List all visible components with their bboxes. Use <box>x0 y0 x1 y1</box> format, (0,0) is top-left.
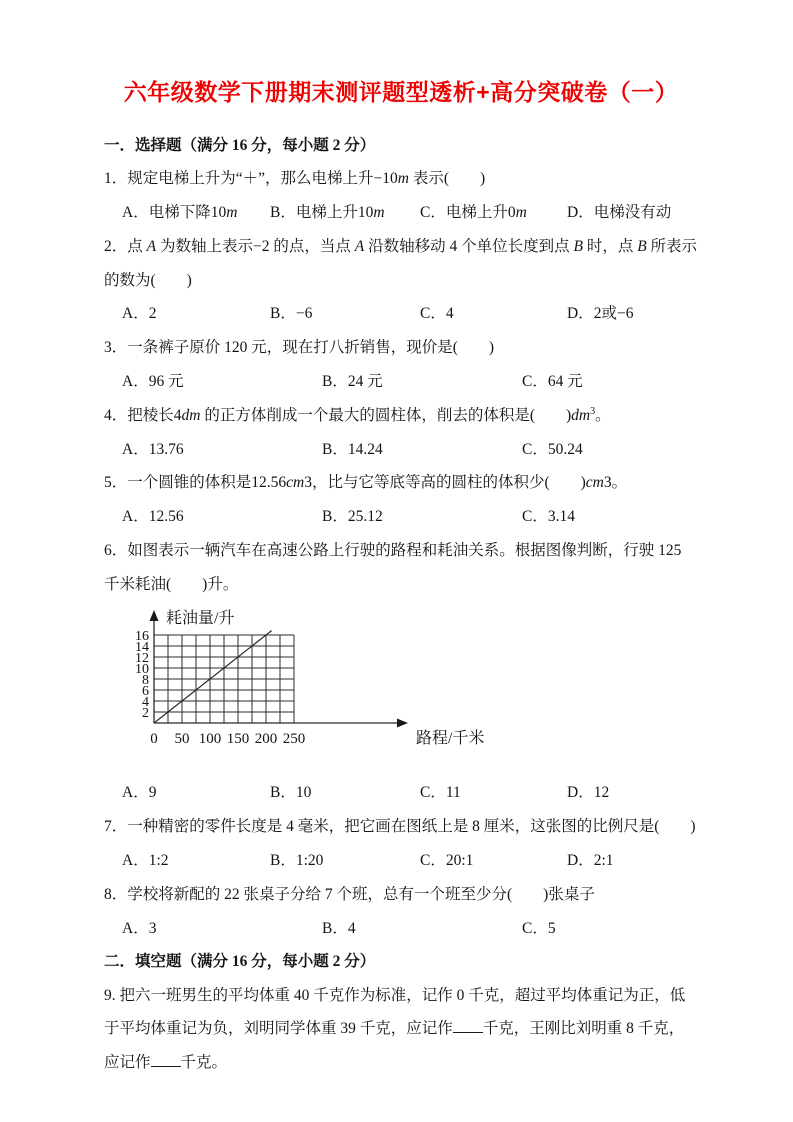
question-2-option-B: B．−6 <box>270 305 313 323</box>
x-tick-label: 50 <box>174 731 190 748</box>
document-body <box>104 129 698 1080</box>
question-1-option-C: C．电梯上升0m <box>420 204 527 222</box>
option-label: D． <box>567 852 594 870</box>
options-row <box>122 365 698 399</box>
option-label: D． <box>567 204 594 222</box>
question-6 <box>104 534 698 810</box>
x-tick-label: 100 <box>198 731 222 748</box>
question-1-option-B: B．电梯上升10m <box>270 204 385 222</box>
y-tick-label: 6 <box>142 684 149 700</box>
question-text: 2．点 A 为数轴上表示−2 的点，当点 A 沿数轴移动 4 个单位长度到点 B 时，点 B 所表示的数为( ) <box>104 237 698 289</box>
question-7 <box>104 810 698 878</box>
page-title: 六年级数学下册期末测评题型透析+高分突破卷（一） <box>123 79 679 105</box>
option-label: C． <box>420 204 446 222</box>
option-label: C． <box>420 784 446 802</box>
option-label: A． <box>122 852 149 870</box>
question-text: 9. 把六一班男生的平均体重 40 千克作为标准，记作 0 千克，超过平均体重记为正，低于平均体重记为负，刘明同学体重 39 千克，应记作 千克，王刚比刘明重 8 千克，应记作 千克。 <box>104 986 686 1072</box>
y-tick-label: 12 <box>135 651 149 667</box>
x-tick-label: 150 <box>226 731 250 748</box>
section-heading-section-1: 一．选择题（满分 16 分，每小题 2 分） <box>104 137 376 154</box>
question-9 <box>104 979 698 1080</box>
question-7-option-D: D．2:1 <box>567 852 614 870</box>
option-label: B． <box>270 204 296 222</box>
question-7-option-B: B．1:20 <box>270 852 324 870</box>
question-1-option-D: D．电梯没有动 <box>567 204 672 222</box>
option-label: B． <box>270 305 296 323</box>
question-2-option-D: D．2或−6 <box>567 305 634 323</box>
option-label: D． <box>567 784 594 802</box>
y-tick-label: 14 <box>135 640 149 656</box>
option-label: C． <box>522 440 548 458</box>
question-3-option-A: A．96 元 <box>122 373 184 390</box>
question-2 <box>104 230 698 331</box>
question-text: 4．把棱长4dm 的正方体削成一个最大的圆柱体，削去的体积是( )$dm^3$。 <box>104 405 611 424</box>
option-label: A． <box>122 440 149 458</box>
option-label: A． <box>122 204 149 222</box>
question-5 <box>104 466 698 534</box>
question-text: 1．规定电梯上升为“＋”，那么电梯上升−10m 表示( ) <box>104 170 486 188</box>
option-label: A． <box>122 784 149 802</box>
option-label: B． <box>322 919 348 937</box>
question-8-option-A: A．3 <box>122 919 157 937</box>
option-label: B． <box>270 784 296 802</box>
question-3-option-C: C．64 元 <box>522 373 583 390</box>
options-row <box>122 196 698 230</box>
question-4-option-C: C．50.24 <box>522 440 583 458</box>
fuel-distance-chart <box>112 607 698 774</box>
option-label: B． <box>322 440 348 458</box>
y-axis-arrow <box>150 610 159 621</box>
question-6-option-B: B．10 <box>270 784 312 802</box>
question-7-option-C: C．20:1 <box>420 852 474 870</box>
x-tick-label: 200 <box>254 731 278 748</box>
option-label: C． <box>522 919 548 937</box>
question-6-option-A: A．9 <box>122 784 157 802</box>
question-text: 5．一个圆锥的体积是12.56cm3，比与它等底等高的圆柱的体积少( )cm3。 <box>104 474 628 492</box>
question-6-option-C: C．11 <box>420 784 461 802</box>
options-row <box>122 844 698 878</box>
question-5-option-B: B．25.12 <box>322 508 383 526</box>
question-5-option-A: A．12.56 <box>122 508 184 526</box>
question-3 <box>104 331 698 399</box>
question-5-option-C: C．3.14 <box>522 508 575 526</box>
options-row <box>122 297 698 331</box>
options-row <box>122 500 698 534</box>
question-2-option-C: C．4 <box>420 305 454 323</box>
fill-in-blank <box>151 1051 181 1067</box>
option-label: C． <box>522 508 548 526</box>
question-2-option-A: A．2 <box>122 305 157 323</box>
question-8-option-C: C．5 <box>522 919 556 937</box>
series-line-耗油量 <box>154 631 272 723</box>
x-axis-title: 路程/千米 <box>416 730 485 748</box>
options-row <box>122 776 698 810</box>
question-text: 3．一条裤子原价 120 元，现在打八折销售，现价是( ) <box>104 339 495 357</box>
option-label: A． <box>122 373 149 390</box>
question-text: 6．如图表示一辆汽车在高速公路上行驶的路程和耗油关系。根据图像判断，行驶 125 千米耗油( )升。 <box>104 541 682 593</box>
question-8 <box>104 878 698 946</box>
y-axis-title: 耗油量/升 <box>166 610 235 628</box>
question-6-option-D: D．12 <box>567 784 610 802</box>
section-heading-section-2: 二．填空题（满分 16 分，每小题 2 分） <box>104 953 376 971</box>
question-4-option-A: A．13.76 <box>122 440 184 458</box>
question-1 <box>104 162 698 230</box>
option-label: B． <box>322 373 348 390</box>
x-axis-arrow <box>397 719 408 728</box>
question-1-option-A: A．电梯下降10m <box>122 204 238 222</box>
question-4 <box>104 399 698 467</box>
option-label: D． <box>567 305 594 323</box>
option-label: C． <box>420 305 446 323</box>
question-3-option-B: B．24 元 <box>322 373 383 390</box>
y-tick-label: 8 <box>142 673 149 689</box>
option-label: B． <box>270 852 296 870</box>
question-text: 8．学校将新配的 22 张桌子分给 7 个班，总有一个班至少分( )张桌子 <box>104 885 595 903</box>
question-7-option-A: A．1:2 <box>122 852 169 870</box>
option-label: C． <box>420 852 446 870</box>
y-tick-label: 16 <box>135 629 149 645</box>
option-label: B． <box>322 508 348 526</box>
fill-in-blank <box>453 1017 483 1033</box>
option-label: A． <box>122 305 149 323</box>
options-row <box>122 433 698 467</box>
question-text: 7．一种精密的零件长度是 4 毫米，把它画在图纸上是 8 厘米，这张图的比例尺是( ) <box>104 818 696 836</box>
options-row <box>122 912 698 946</box>
y-tick-label: 2 <box>142 706 149 722</box>
question-4-option-B: B．14.24 <box>322 440 383 458</box>
x-tick-label: 250 <box>282 731 306 748</box>
chart-canvas <box>112 607 532 769</box>
y-tick-label: 4 <box>142 695 149 711</box>
y-tick-label: 10 <box>135 662 149 678</box>
option-label: C． <box>522 373 548 390</box>
x-tick-label: 0 <box>150 731 158 748</box>
option-label: A． <box>122 508 149 526</box>
question-8-option-B: B．4 <box>322 919 356 937</box>
option-label: A． <box>122 919 149 937</box>
